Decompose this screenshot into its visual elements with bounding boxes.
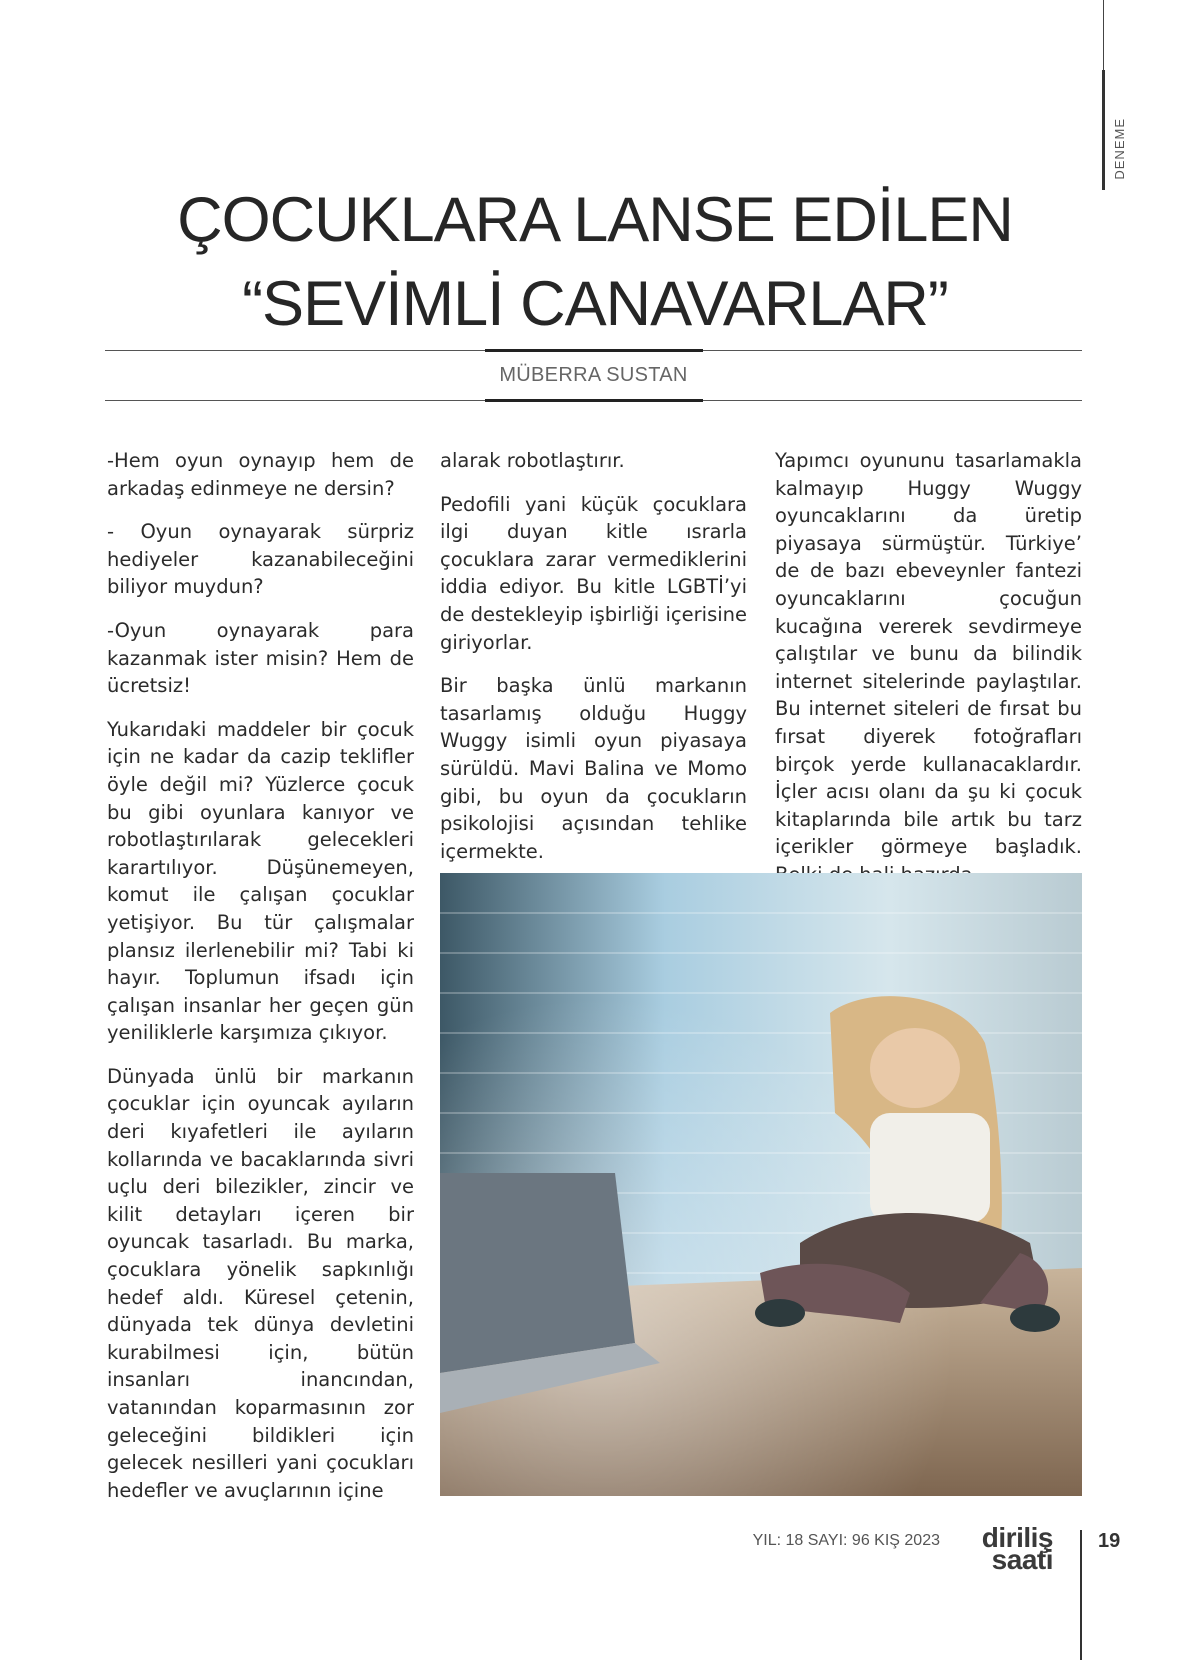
- paragraph: Pedofili yani küçük çocuklara ilgi duyan kitle ısrarla çocuklara zarar vermediklerini iddia ediyor. Bu kitle LGBTİ’yi de destekleyip işbirliği içerisine giriyorlar.: [440, 492, 747, 654]
- paragraph: Bir başka ünlü markanın tasarlamış olduğu Huggy Wuggy isimli oyun piyasaya sürüldü. Mavi Balina ve Momo gibi, bu oyun da çocukların psikolojisi açısından tehlike içermekte.: [440, 674, 747, 863]
- paragraph: Dünyada ünlü bir markanın çocuklar için oyuncak ayıların deri kıyafetleri ile ayıların kollarında ve bacaklarında sivri uçlu deri bilezikler, zincir ve kilit detayları içeren bir oyuncak tasarladı. Bu marka, çocuklara yönelik sapkınlığı hedef aldı. Küresel çetenin, dünyada tek dünya devletini kurabilmesi için, bütün insanları inancından, vatanından koparmasının zor geleceğini bildikleri için gelecek nesilleri yani çocukları hedefler ve avuçlarının içine: [107, 1064, 414, 1502]
- paragraph: alarak robotlaştırır.: [440, 449, 625, 472]
- issue-info: YIL: 18 SAYI: 96 KIŞ 2023: [752, 1532, 940, 1549]
- page-number: 19: [1098, 1530, 1121, 1552]
- text-column-1: [107, 447, 414, 1520]
- author-name: MÜBERRA SUSTAN: [499, 364, 688, 386]
- text-column-3: [775, 447, 1082, 859]
- article-photo: [440, 873, 1082, 1496]
- paragraph: -Hem oyun oynayıp hem de arkadaş edinmeye ne dersin?: [107, 449, 414, 500]
- paragraph: Yapımcı oyununu tasarlamakla kalmayıp Huggy Wuggy oyuncaklarını da üretip piyasaya sürmüştür. Türkiye’ de de bazı ebeveynler fantezi oyuncaklarını çocuğun kucağına vererek sevdirmeye çalıştılar ve bunu da bilindik internet sitelerinde paylaştılar. Bu internet siteleri de fırsat bu fırsat diyerek fotoğrafları birçok yerde kullanacaklardır. İçler acısı olanı da şu ki çocuk kitaplarında bile artık bu tarz içerikler görmeye başladık.: [775, 449, 1082, 859]
- magazine-logo: [968, 1522, 1053, 1575]
- title-rule-bottom-accent: [485, 399, 703, 402]
- logo-line-2: saati: [991, 1544, 1053, 1575]
- section-label: DENEME: [1112, 118, 1127, 180]
- article-title: [105, 178, 1085, 346]
- paragraph: - Oyun oynayarak sürpriz hediyeler kazanabileceğini biliyor muydun?: [107, 520, 414, 599]
- photo-illustration: [440, 873, 1082, 1496]
- title-rule-top-accent: [485, 349, 703, 352]
- paragraph: Yukarıdaki maddeler bir çocuk için ne kadar da cazip teklifler öyle değil mi? Yüzlerce çocuk bu gibi oyunlara kanıyor ve robotlaştırılarak gelecekleri karartılıyor. Düşünemeyen, komut ile çalışan çocuklar yetişiyor. Bu tür çalışmalar plansız ilerlenebilir mi? Tabi ki hayır. Toplumun ifsadı için çalışan insanlar her geçen gün yeniliklerle karşımıza çıkıyor.: [107, 717, 414, 1045]
- title-line-2: “SEVİMLİ CANAVARLAR”: [242, 269, 948, 339]
- title-line-1: ÇOCUKLARA LANSE EDİLEN: [177, 185, 1013, 255]
- paragraph: -Oyun oynayarak para kazanmak ister misin? Hem de ücretsiz!: [107, 618, 414, 698]
- section-rule-accent: [1102, 70, 1105, 190]
- logo-line-1: diriliş: [981, 1522, 1053, 1553]
- text-column-2: [440, 447, 747, 863]
- footer-rule: [1080, 1530, 1082, 1660]
